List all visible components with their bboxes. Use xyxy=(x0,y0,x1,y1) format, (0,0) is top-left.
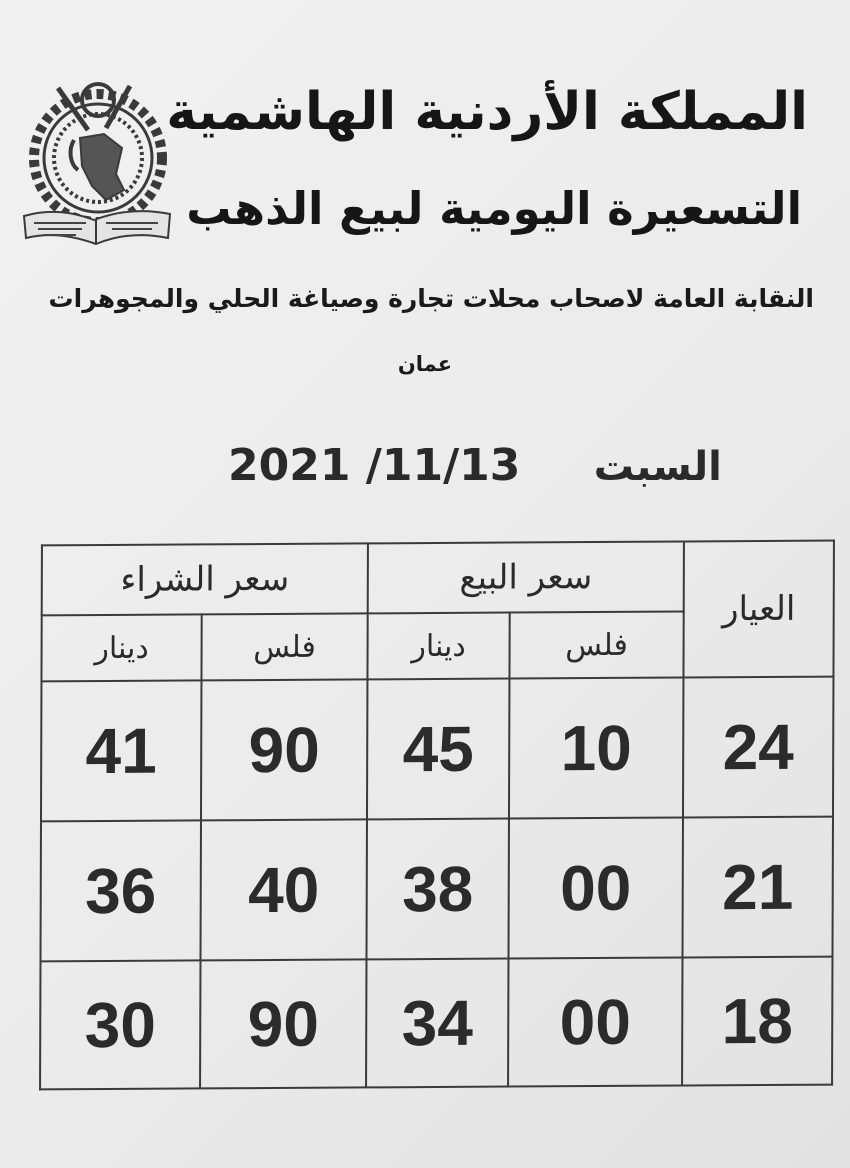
buy-price-header: سعر الشراء xyxy=(42,543,368,615)
pricing-subtitle: التسعيرة اليومية لبيع الذهب xyxy=(186,182,802,235)
kingdom-title: المملكة الأردنية الهاشمية xyxy=(166,82,808,142)
sell-dinar-cell: 45 xyxy=(367,679,509,820)
karat-cell: 21 xyxy=(683,817,833,958)
buy-dinar-cell: 36 xyxy=(40,820,200,961)
sell-dinar-cell: 34 xyxy=(366,959,508,1088)
table-row xyxy=(40,957,832,1090)
buy-dinar-cell: 41 xyxy=(41,680,201,821)
date-text: 2021 /11/13 xyxy=(228,440,521,491)
sell-fils-cell: 00 xyxy=(508,957,682,1086)
karat-cell: 18 xyxy=(682,957,832,1086)
sell-fils-header: فلس xyxy=(509,611,683,678)
buy-dinar-header: دينار xyxy=(41,614,201,681)
table-row xyxy=(40,817,833,962)
buy-fils-cell: 40 xyxy=(200,819,367,960)
sell-dinar-cell: 38 xyxy=(367,819,509,960)
karat-cell: 24 xyxy=(683,677,833,818)
buy-fils-header: فلس xyxy=(201,613,367,680)
city-name: عمان xyxy=(397,352,453,376)
karat-header: العيار xyxy=(684,541,834,678)
buy-fils-cell: 90 xyxy=(201,679,368,820)
table-row xyxy=(41,677,834,822)
sell-price-header: سعر البيع xyxy=(368,541,684,613)
union-name: النقابة العامة لاصحاب محلات تجارة وصياغة الحلي والمجوهرات xyxy=(48,284,814,313)
buy-dinar-cell: 30 xyxy=(40,960,200,1089)
sell-dinar-header: دينار xyxy=(367,613,509,680)
syndicate-logo-icon xyxy=(18,78,178,258)
gold-price-table xyxy=(39,540,833,1089)
sell-fils-cell: 10 xyxy=(509,677,684,818)
buy-fils-cell: 90 xyxy=(200,959,366,1088)
day-text: السبت xyxy=(593,444,722,490)
dateline xyxy=(228,440,722,491)
sell-fils-cell: 00 xyxy=(509,817,684,958)
